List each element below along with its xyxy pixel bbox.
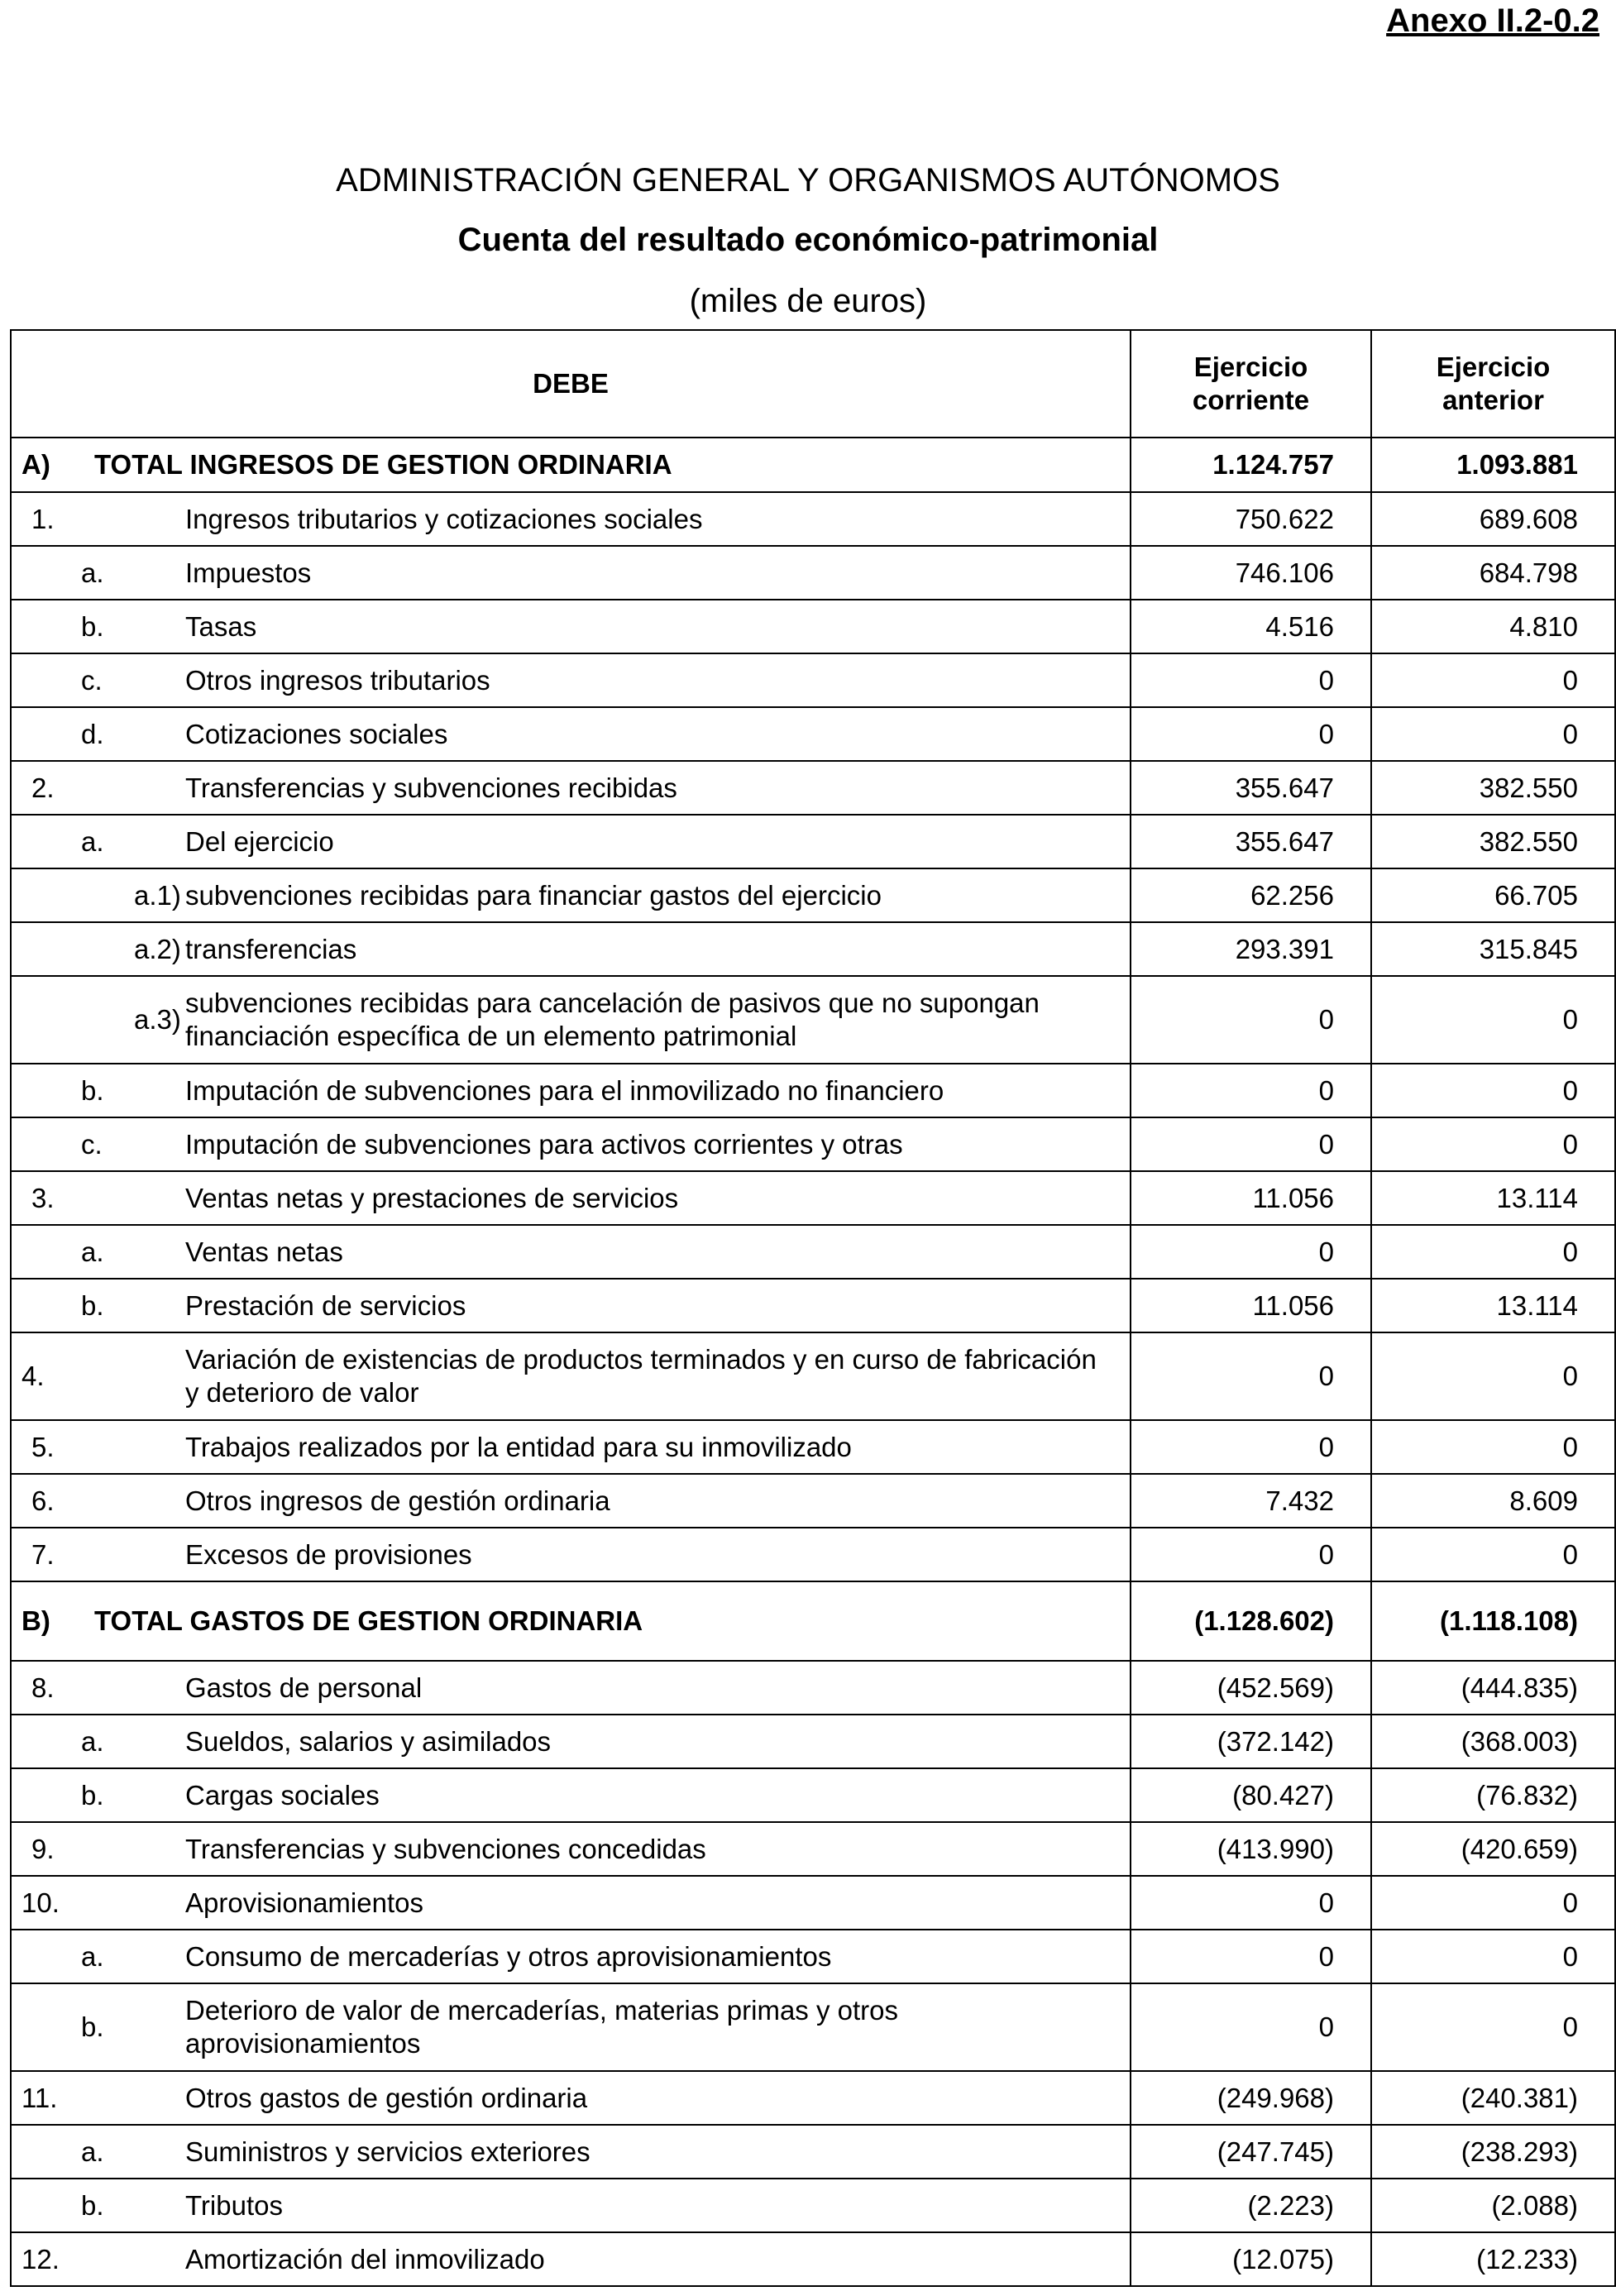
row-label: Impuestos (185, 557, 312, 588)
row-label: Otros ingresos tributarios (185, 664, 490, 696)
prior-value: 1.093.881 (1371, 438, 1615, 492)
prior-value: 689.608 (1371, 492, 1615, 546)
current-value: 0 (1131, 1876, 1371, 1930)
table-row (11, 492, 1615, 546)
table-row (11, 653, 1615, 707)
row-code: a. (81, 2136, 104, 2167)
units-label: (miles de euros) (689, 283, 927, 319)
row-code: 8. (31, 1672, 55, 1703)
prior-value: 0 (1371, 1332, 1615, 1420)
current-value: 750.622 (1131, 492, 1371, 546)
row-code: b. (81, 1779, 104, 1810)
current-value: 62.256 (1131, 868, 1371, 922)
table-row (11, 438, 1615, 492)
current-value: 355.647 (1131, 761, 1371, 815)
row-code: b. (81, 1289, 104, 1321)
table-row (11, 1822, 1615, 1876)
annex-label: Anexo II.2-0.2 (1386, 2, 1599, 39)
income-statement-table (10, 329, 1616, 2287)
row-code: 11. (22, 2082, 58, 2113)
current-value: 7.432 (1131, 1474, 1371, 1528)
current-value: 293.391 (1131, 922, 1371, 976)
table-row (11, 600, 1615, 653)
prior-value: (240.381) (1371, 2071, 1615, 2125)
current-value: 0 (1131, 976, 1371, 1064)
row-label: Consumo de mercaderías y otros aprovisionamientos (185, 1940, 832, 1972)
row-code: b. (81, 2011, 104, 2042)
current-value: 0 (1131, 1930, 1371, 1983)
table-row (11, 1528, 1615, 1581)
table-row (11, 1983, 1615, 2071)
row-code: 3. (31, 1182, 55, 1213)
row-label: Variación de existencias de productos terminados y en curso de fabricación y deterioro de valor (185, 1344, 1097, 1408)
current-value: 0 (1131, 1332, 1371, 1420)
table-row (11, 2232, 1615, 2286)
prior-value: (1.118.108) (1371, 1581, 1615, 1661)
prior-value: 382.550 (1371, 815, 1615, 868)
current-value: 11.056 (1131, 1279, 1371, 1332)
row-code: a.2) (134, 933, 181, 964)
current-value: (372.142) (1131, 1715, 1371, 1768)
table-row (11, 868, 1615, 922)
table-row (11, 1420, 1615, 1474)
prior-value: 0 (1371, 1420, 1615, 1474)
row-code: a. (81, 557, 104, 588)
row-code: 2. (31, 772, 55, 803)
current-value: (452.569) (1131, 1661, 1371, 1715)
row-code: 12. (22, 2243, 60, 2274)
row-code: a. (81, 825, 104, 857)
row-code: 4. (22, 1361, 45, 1391)
current-value: 746.106 (1131, 546, 1371, 600)
prior-value: 0 (1371, 1064, 1615, 1117)
current-value: (80.427) (1131, 1768, 1371, 1822)
row-label: Gastos de personal (185, 1672, 423, 1703)
prior-year-header: Ejercicio anterior (1371, 330, 1615, 438)
row-label: Prestación de servicios (185, 1289, 466, 1321)
row-code: A) (22, 449, 50, 480)
row-label: Suministros y servicios exteriores (185, 2136, 590, 2167)
row-label: Cotizaciones sociales (185, 718, 448, 749)
table-row (11, 2071, 1615, 2125)
current-value: 0 (1131, 653, 1371, 707)
row-label: Transferencias y subvenciones concedidas (185, 1833, 706, 1864)
row-code: 10. (22, 1887, 60, 1918)
table-row (11, 1876, 1615, 1930)
prior-value: (12.233) (1371, 2232, 1615, 2286)
prior-value: 684.798 (1371, 546, 1615, 600)
table-row (11, 761, 1615, 815)
report-title: ADMINISTRACIÓN GENERAL Y ORGANISMOS AUTÓNOMOS (336, 162, 1280, 199)
table-row (11, 1064, 1615, 1117)
row-label: Excesos de provisiones (185, 1538, 472, 1570)
row-label: Ingresos tributarios y cotizaciones sociales (185, 503, 703, 534)
current-value: 0 (1131, 707, 1371, 761)
prior-value: (76.832) (1371, 1768, 1615, 1822)
row-label: Amortización del inmovilizado (185, 2243, 545, 2274)
current-value: (247.745) (1131, 2125, 1371, 2179)
prior-value: 13.114 (1371, 1171, 1615, 1225)
row-code: B) (22, 1605, 50, 1636)
table-row (11, 976, 1615, 1064)
current-value: (12.075) (1131, 2232, 1371, 2286)
current-year-header: Ejercicio corriente (1131, 330, 1371, 438)
prior-value: 0 (1371, 1983, 1615, 2071)
row-code: 9. (31, 1833, 55, 1864)
table-row (11, 2179, 1615, 2232)
prior-value: 0 (1371, 1528, 1615, 1581)
table-row (11, 546, 1615, 600)
prior-value: (444.835) (1371, 1661, 1615, 1715)
row-code: b. (81, 610, 104, 642)
current-value: 0 (1131, 1528, 1371, 1581)
current-value: 4.516 (1131, 600, 1371, 653)
prior-value: 8.609 (1371, 1474, 1615, 1528)
prior-value: (2.088) (1371, 2179, 1615, 2232)
current-value: 355.647 (1131, 815, 1371, 868)
prior-value: (420.659) (1371, 1822, 1615, 1876)
table-row (11, 707, 1615, 761)
row-code: a. (81, 1236, 104, 1267)
row-label: subvenciones recibidas para financiar gastos del ejercicio (185, 879, 882, 911)
row-code: 6. (31, 1485, 55, 1516)
row-code: c. (81, 664, 103, 696)
row-code: 7. (31, 1538, 55, 1570)
table-row (11, 1225, 1615, 1279)
prior-value: 382.550 (1371, 761, 1615, 815)
prior-value: 0 (1371, 1225, 1615, 1279)
prior-value: 0 (1371, 707, 1615, 761)
row-label: Deterioro de valor de mercaderías, materias primas y otros aprovisionamientos (185, 1995, 898, 2059)
current-value: 11.056 (1131, 1171, 1371, 1225)
current-value: 0 (1131, 1117, 1371, 1171)
debe-header: DEBE (11, 330, 1131, 438)
current-value: 0 (1131, 1983, 1371, 2071)
row-code: b. (81, 2189, 104, 2221)
prior-value: (238.293) (1371, 2125, 1615, 2179)
row-label: transferencias (185, 933, 357, 964)
report-subtitle: Cuenta del resultado económico-patrimonial (457, 222, 1159, 258)
row-code: 1. (31, 503, 55, 534)
row-code: a.1) (134, 879, 181, 911)
prior-value: 13.114 (1371, 1279, 1615, 1332)
table-row (11, 2125, 1615, 2179)
row-code: a. (81, 1725, 104, 1757)
row-label: Transferencias y subvenciones recibidas (185, 772, 677, 803)
row-label: TOTAL INGRESOS DE GESTION ORDINARIA (94, 449, 672, 480)
row-label: Aprovisionamientos (185, 1887, 423, 1918)
row-code: a. (81, 1940, 104, 1972)
row-label: Tributos (185, 2189, 283, 2221)
table-row (11, 1715, 1615, 1768)
prior-value: 66.705 (1371, 868, 1615, 922)
row-label: Del ejercicio (185, 825, 334, 857)
prior-value: 0 (1371, 1876, 1615, 1930)
row-code: a.3) (134, 1004, 181, 1035)
row-label: Imputación de subvenciones para activos corrientes y otras (185, 1128, 903, 1160)
table-row (11, 1279, 1615, 1332)
prior-value: 4.810 (1371, 600, 1615, 653)
row-label: Ventas netas y prestaciones de servicios (185, 1182, 679, 1213)
prior-value: 0 (1371, 653, 1615, 707)
current-value: (249.968) (1131, 2071, 1371, 2125)
prior-value: (368.003) (1371, 1715, 1615, 1768)
prior-value: 0 (1371, 1117, 1615, 1171)
row-label: Imputación de subvenciones para el inmovilizado no financiero (185, 1074, 944, 1106)
table-header-row (11, 330, 1615, 438)
row-label: Ventas netas (185, 1236, 343, 1267)
row-code: d. (81, 718, 104, 749)
table-row (11, 1332, 1615, 1420)
table-row (11, 1474, 1615, 1528)
row-label: Otros ingresos de gestión ordinaria (185, 1485, 610, 1516)
prior-value: 315.845 (1371, 922, 1615, 976)
row-label: Tasas (185, 610, 257, 642)
current-value: 0 (1131, 1225, 1371, 1279)
table-row (11, 922, 1615, 976)
table-row (11, 1930, 1615, 1983)
table-row (11, 1171, 1615, 1225)
row-label: Trabajos realizados por la entidad para su inmovilizado (185, 1431, 852, 1462)
table-row (11, 1581, 1615, 1661)
row-label: Otros gastos de gestión ordinaria (185, 2082, 588, 2113)
row-code: c. (81, 1128, 103, 1160)
table-row (11, 815, 1615, 868)
current-value: (1.128.602) (1131, 1581, 1371, 1661)
current-value: 0 (1131, 1064, 1371, 1117)
row-label: subvenciones recibidas para cancelación de pasivos que no supongan financiación específica de un elemento patrimonial (185, 988, 1040, 1051)
row-label: TOTAL GASTOS DE GESTION ORDINARIA (94, 1605, 643, 1636)
row-label: Sueldos, salarios y asimilados (185, 1725, 552, 1757)
prior-value: 0 (1371, 1930, 1615, 1983)
row-label: Cargas sociales (185, 1779, 380, 1810)
table-row (11, 1661, 1615, 1715)
row-code: 5. (31, 1431, 55, 1462)
table-row (11, 1768, 1615, 1822)
current-value: (413.990) (1131, 1822, 1371, 1876)
current-value: (2.223) (1131, 2179, 1371, 2232)
current-value: 0 (1131, 1420, 1371, 1474)
current-value: 1.124.757 (1131, 438, 1371, 492)
prior-value: 0 (1371, 976, 1615, 1064)
table-row (11, 1117, 1615, 1171)
row-code: b. (81, 1074, 104, 1106)
